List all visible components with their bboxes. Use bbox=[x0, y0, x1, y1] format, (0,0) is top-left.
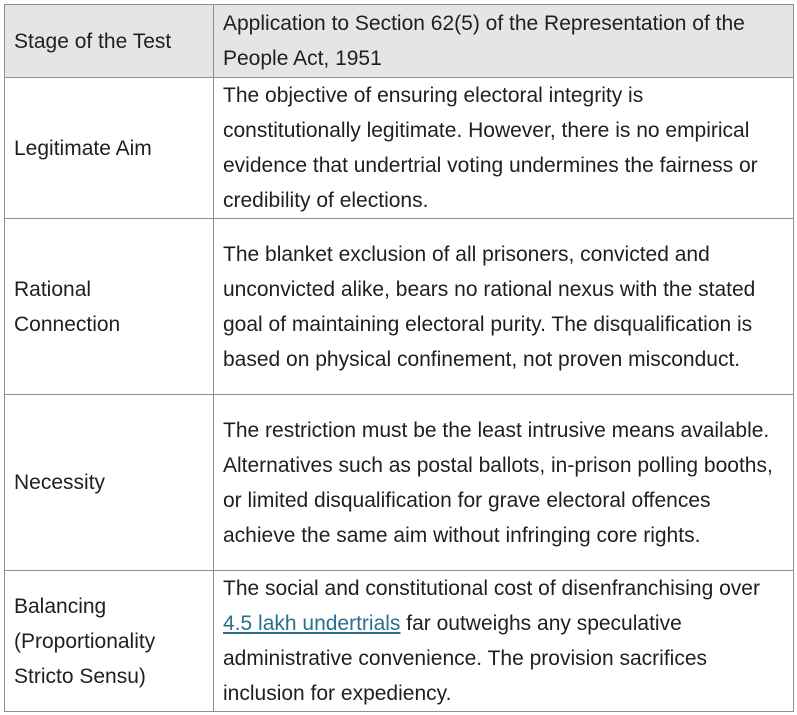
row-application-balancing bbox=[214, 571, 794, 712]
row-stage-legitimate-aim: Legitimate Aim bbox=[5, 78, 214, 219]
table-row bbox=[5, 395, 794, 571]
row-application-necessity: The restriction must be the least intrusive means available. Alternatives such as postal ballots, in-prison polling booths, or limited disqualification for grave electoral offences achieve the same aim without infringing core rights. bbox=[214, 395, 794, 571]
row-application-legitimate-aim: The objective of ensuring electoral integrity is constitutionally legitimate. However, there is no empirical evidence that undertrial voting undermines the fairness or credibility of elections. bbox=[214, 78, 794, 219]
row-stage-necessity: Necessity bbox=[5, 395, 214, 571]
balancing-text-after: far outweighs any speculative administrative convenience. The provision sacrifices inclusion for expediency. bbox=[223, 612, 708, 705]
table-header-row bbox=[5, 5, 794, 78]
proportionality-test-table bbox=[4, 4, 794, 712]
header-stage: Stage of the Test bbox=[5, 5, 214, 78]
row-stage-rational-connection: Rational Connection bbox=[5, 219, 214, 395]
balancing-text-before: The social and constitutional cost of disenfranchising over bbox=[223, 577, 760, 600]
header-application: Application to Section 62(5) of the Representation of the People Act, 1951 bbox=[214, 5, 794, 78]
table-row bbox=[5, 78, 794, 219]
row-application-rational-connection: The blanket exclusion of all prisoners, convicted and unconvicted alike, bears no rational nexus with the stated goal of maintaining electoral purity. The disqualification is based on physical confinement, not proven misconduct. bbox=[214, 219, 794, 395]
table-row bbox=[5, 219, 794, 395]
undertrials-link[interactable]: 4.5 lakh undertrials bbox=[223, 612, 401, 635]
row-stage-balancing: Balancing (Proportionality Stricto Sensu) bbox=[5, 571, 214, 712]
table-row bbox=[5, 571, 794, 712]
